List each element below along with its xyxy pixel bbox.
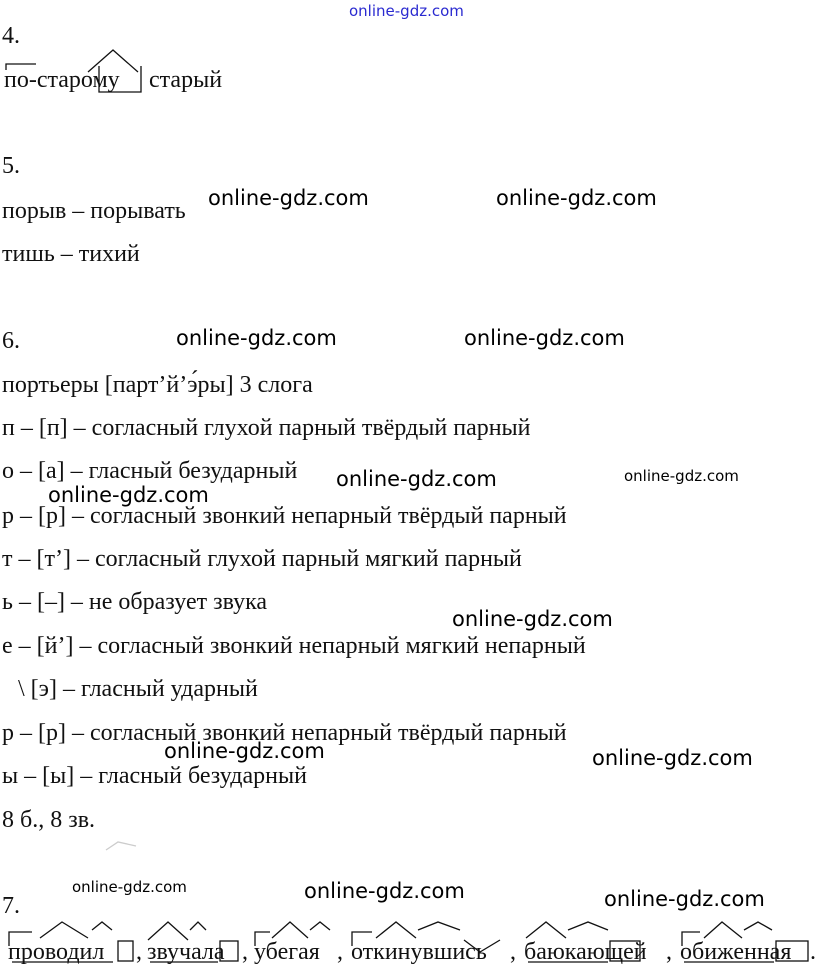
- task7-sep-1: ,: [136, 939, 142, 965]
- watermark-2: online-gdz.com: [496, 186, 657, 210]
- task6-line-8: р – [р] – согласный звонкий непарный твёрдый парный: [2, 720, 567, 746]
- watermark-1: online-gdz.com: [208, 186, 369, 210]
- task7-word-3: убегая: [254, 939, 320, 965]
- watermark-3: online-gdz.com: [176, 326, 337, 350]
- task7-word-5: баюкающей: [524, 939, 647, 965]
- watermark-6: online-gdz.com: [624, 467, 739, 485]
- task6-line-7: \ [э] – гласный ударный: [18, 676, 258, 702]
- task6-line-3: р – [р] – согласный звонкий непарный твёрдый парный: [2, 503, 567, 529]
- task6-summary: 8 б., 8 зв.: [2, 807, 96, 833]
- task7-end: .: [810, 939, 816, 965]
- task6-line-1: п – [п] – согласный глухой парный твёрдый парный: [2, 415, 531, 441]
- watermark-13: online-gdz.com: [604, 887, 765, 911]
- task6-line-4: т – [т’] – согласный глухой парный мягкий парный: [2, 546, 522, 572]
- task6-line-6: е – [й’] – согласный звонкий непарный мягкий непарный: [2, 633, 586, 659]
- task7-sep-4: ,: [510, 939, 516, 965]
- task7-sep-5: ,: [666, 939, 672, 965]
- task4-root-word: старый: [149, 67, 223, 93]
- task7-number: 7.: [2, 893, 20, 919]
- task6-header: портьеры [парт’й’э́ры] 3 слога: [2, 372, 313, 398]
- task4-number: 4.: [2, 23, 20, 49]
- task7-word-6: обиженная: [680, 939, 792, 965]
- task6-line-5: ь – [–] – не образует звука: [2, 589, 268, 615]
- task7-word-4: откинувшись: [351, 939, 487, 965]
- task5-number: 5.: [2, 153, 20, 179]
- task7-word-1: проводил: [8, 939, 105, 965]
- task7-sep-3: ,: [337, 939, 343, 965]
- task5-line-2: тишь – тихий: [2, 241, 140, 267]
- watermark-8: online-gdz.com: [452, 607, 613, 631]
- task7-sep-2: ,: [242, 939, 248, 965]
- watermark-4: online-gdz.com: [464, 326, 625, 350]
- watermark-7: online-gdz.com: [48, 483, 209, 507]
- task6-line-2: о – [а] – гласный безударный: [2, 458, 298, 484]
- watermark-top: online-gdz.com: [349, 2, 464, 20]
- task5-line-1: порыв – порывать: [2, 198, 186, 224]
- watermark-10: online-gdz.com: [592, 746, 753, 770]
- task7-word-2: звучала: [147, 939, 225, 965]
- task6-number: 6.: [2, 328, 20, 354]
- task6-line-9: ы – [ы] – гласный безударный: [2, 763, 307, 789]
- task4-word: по-старому: [4, 67, 120, 93]
- watermark-11: online-gdz.com: [72, 878, 187, 896]
- watermark-5: online-gdz.com: [336, 467, 497, 491]
- watermark-9: online-gdz.com: [164, 739, 325, 763]
- watermark-12: online-gdz.com: [304, 879, 465, 903]
